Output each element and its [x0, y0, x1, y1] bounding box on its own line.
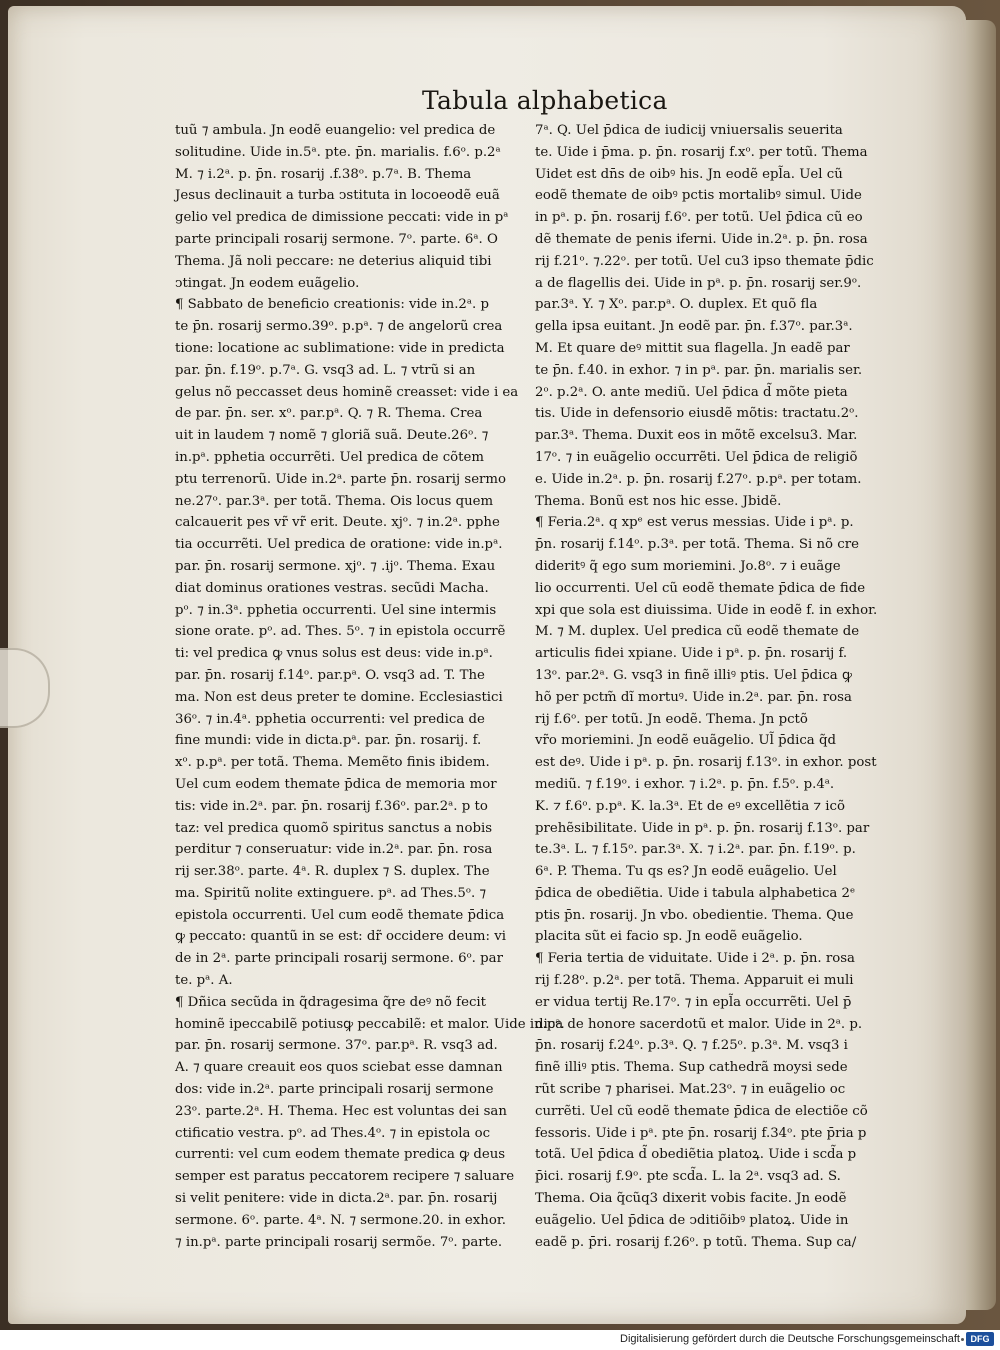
- text-line: xᵒ. p.pᵃ. per totã. Thema. Memẽto finis ibidem.: [175, 755, 490, 771]
- text-line: rij ser.38ᵒ. parte. 4ᵃ. R. duplex ⁊ S. duplex. The: [175, 864, 490, 880]
- text-line: a de flagellis dei. Uide in pᵃ. p. p̄n. rosarij ser.9ᵒ.: [535, 275, 862, 291]
- dfg-logo: DFG: [966, 1332, 994, 1346]
- text-line: par. p̄n. f.19ᵒ. p.7ᵃ. G. vsq3 ad. L. ⁊ vtrũ si an: [175, 362, 476, 378]
- text-line: solitudine. Uide in.5ᵃ. pte. p̄n. marialis. f.6ᵒ. p.2ᵃ: [175, 144, 501, 160]
- text-line: Thema. Bonũ est nos hic esse. Jbidẽ.: [535, 493, 782, 509]
- text-line: te. pᵃ. A.: [175, 973, 233, 989]
- text-line: 13ᵒ. par.2ᵃ. G. vsq3 in finẽ illiꝰ ptis. Uel p̄dica ꝙ: [535, 667, 852, 683]
- text-line: ꝙ peccato: quantũ in se est: dr̃ occidere deum: vi: [175, 929, 506, 945]
- text-line: xpi que sola est diuissima. Uide in eodẽ f. in exhor.: [535, 602, 878, 618]
- text-line: hominẽ ipeccabilẽ potiusꝙ peccabilẽ: et malor. Uide in.pᵃ.: [175, 1016, 565, 1032]
- text-line: te p̄n. f.40. in exhor. ⁊ in pᵃ. par. p̄n. marialis ser.: [535, 362, 863, 378]
- text-line: p̄n. rosarij f.14ᵒ. p.3ᵃ. per totã. Thema. Si nõ cre: [535, 537, 859, 553]
- text-line: parte principali rosarij sermone. 7ᵒ. parte. 6ᵃ. O: [175, 231, 498, 247]
- text-line: te p̄n. rosarij sermo.39ᵒ. p.pᵃ. ⁊ de angelorũ crea: [175, 319, 503, 335]
- text-line: e. Uide in.2ᵃ. p. p̄n. rosarij f.27ᵒ. p.pᵃ. per totam.: [535, 471, 862, 487]
- text-line: Uel cum eodem themate p̄dica de memoria mor: [175, 776, 497, 792]
- text-line: ctificatio vestra. pᵒ. ad Thes.4ᵒ. ⁊ in epistola oc: [175, 1125, 491, 1141]
- text-line: Uidet est dn̄s de oibꝰ his. Jn eodẽ epl̃a. Uel cũ: [535, 166, 843, 182]
- text-line: fine mundi: vide in dicta.pᵃ. par. p̄n. rosarij. f.: [175, 733, 482, 749]
- text-line: p̄dica de obediẽtia. Uide i tabula alphabetica 2ᵉ: [535, 885, 856, 901]
- text-line: tis. Uide in defensorio eiusdẽ mõtis: tractatu.2ᵒ.: [535, 406, 859, 422]
- text-line: currenti: vel cum eodem themate predica ꝙ deus: [175, 1147, 506, 1163]
- text-line: tione: locatione ac sublimatione: vide in predicta: [175, 340, 505, 356]
- text-line: ma. Non est deus preter te domine. Ecclesiastici: [175, 689, 503, 705]
- text-line: 2ᵒ. p.2ᵃ. O. ante mediũ. Uel p̄dica d̃ mõte pieta: [535, 384, 848, 400]
- text-line: par. p̄n. rosarij sermone. 37ᵒ. par.pᵃ. R. vsq3 ad.: [175, 1038, 498, 1054]
- text-line: rij f.6ᵒ. per totũ. Jn eodẽ. Thema. Jn pctõ: [535, 711, 808, 727]
- text-line: ptu terrenorũ. Uide in.2ᵃ. parte p̄n. rosarij sermo: [175, 471, 507, 487]
- text-line: er vidua tertij Re.17ᵒ. ⁊ in epl̃a occurrẽti. Uel p̄: [535, 994, 852, 1010]
- text-line: gella ipsa euitant. Jn eodẽ par. p̄n. f.37ᵒ. par.3ᵃ.: [535, 319, 853, 335]
- footer-separator-dot: [961, 1338, 964, 1341]
- text-line: Thema. Oia q̃cũq3 dixerit vobis facite. Jn eodẽ: [535, 1191, 847, 1207]
- text-line: semper est paratus peccatorem recipere ⁊ saluare: [175, 1169, 515, 1185]
- text-line: totã. Uel p̄dica d̃ obediẽtia platoꝝ. Uide i scd̃a p: [535, 1147, 857, 1163]
- text-line: par. p̄n. rosarij sermone. xjᵒ. ⁊ .ijᵒ. Thema. Exau: [175, 558, 496, 574]
- text-line: eodẽ themate de oibꝰ pctis mortalibꝰ simul. Uide: [535, 188, 862, 204]
- text-line: dẽ themate de penis iferni. Uide in.2ᵃ. p. p̄n. rosa: [535, 231, 868, 247]
- text-line: ¶ Dñica secũda in q̃dragesima q̃re deꝰ nõ fecit: [175, 994, 486, 1010]
- text-line: 6ᵃ. P. Thema. Tu qs es? Jn eodẽ euãgelio. Uel: [535, 864, 837, 880]
- text-line: tuũ ⁊ ambula. Jn eodẽ euangelio: vel predica de: [175, 123, 496, 138]
- text-line: 36ᵒ. ⁊ in.4ᵃ. pphetia occurrenti: vel predica de: [175, 711, 485, 727]
- text-line: fessoris. Uide i pᵃ. pte p̄n. rosarij f.34ᵒ. pte p̄ria p: [535, 1125, 867, 1141]
- text-line: in pᵃ. p. p̄n. rosarij f.6ᵒ. per totũ. Uel p̄dica cũ eo: [535, 210, 863, 226]
- text-line: gelio vel predica de dimissione peccati: vide in pᵃ: [175, 210, 509, 226]
- text-line: perditur ⁊ conseruatur: vide in.2ᵃ. par. p̄n. rosa: [175, 842, 493, 858]
- text-line: dica de honore sacerdotũ et malor. Uide in 2ᵃ. p.: [535, 1016, 863, 1032]
- text-line: K. ⁊ f.6ᵒ. p.pᵃ. K. la.3ᵃ. Et de eꝰ excellẽtia ⁊ icõ: [535, 798, 846, 814]
- text-line: calcauerit pes vr̃ vr̃ erit. Deute. xjᵒ. ⁊ in.2ᵃ. pphe: [175, 515, 500, 531]
- text-line: M. ⁊ i.2ᵃ. p. p̄n. rosarij .f.38ᵒ. p.7ᵃ. B. Thema: [175, 166, 472, 182]
- text-line: gelus nõ peccasset deus hominẽ creasset: vide i ea: [175, 384, 519, 400]
- text-line: Jesus declinauit a turba ↄstituta in locoeodẽ euã: [175, 188, 500, 204]
- text-line: p̄ici. rosarij f.9ᵒ. pte scd̃a. L. la 2ᵃ. vsq3 ad. S.: [535, 1169, 841, 1185]
- text-line: ma. Spiritũ nolite extinguere. pᵃ. ad Thes.5ᵒ. ⁊: [175, 885, 487, 901]
- text-line: ⁊ in.pᵃ. parte principali rosarij sermõe. 7ᵒ. parte.: [175, 1234, 503, 1250]
- text-line: eadẽ p. p̄ri. rosarij f.26ᵒ. p totũ. Thema. Sup ca/: [535, 1234, 857, 1250]
- text-line: est deꝰ. Uide i pᵃ. p. p̄n. rosarij f.13ᵒ. in exhor. post: [535, 755, 877, 771]
- text-line: taz: vel predica quomõ spiritus sanctus a nobis: [175, 820, 493, 836]
- text-line: te. Uide i p̄ma. p. p̄n. rosarij f.xᵒ. per totũ. Thema: [535, 144, 868, 160]
- text-line: ¶ Sabbato de beneficio creationis: vide in.2ᵃ. p: [175, 297, 489, 313]
- text-line: p̄n. rosarij f.24ᵒ. p.3ᵃ. Q. ⁊ f.25ᵒ. p.3ᵃ. M. vsq3 i: [535, 1038, 848, 1054]
- text-line: tia occurrẽti. Uel predica de oratione: vide in.pᵃ.: [175, 537, 503, 553]
- text-line: pᵒ. ⁊ in.3ᵃ. pphetia occurrenti. Uel sine intermis: [175, 602, 497, 618]
- footer-bar: [0, 1330, 1000, 1350]
- text-line: ptis p̄n. rosarij. Jn vbo. obedientie. Thema. Que: [535, 907, 854, 923]
- text-line: de in 2ᵃ. parte principali rosarij sermone. 6ᵒ. par: [175, 951, 503, 967]
- text-line: ¶ Feria tertia de viduitate. Uide i 2ᵃ. p. p̄n. rosa: [535, 951, 855, 967]
- text-line: 7ᵃ. Q. Uel p̄dica de iudicij vniuersalis seuerita: [535, 123, 843, 138]
- text-line: ne.27ᵒ. par.3ᵃ. per totã. Thema. Ois locus quem: [175, 493, 494, 509]
- text-line: dos: vide in.2ᵃ. parte principali rosarij sermone: [175, 1082, 494, 1098]
- text-line: epistola occurrenti. Uel cum eodẽ themate p̄dica: [175, 907, 505, 923]
- text-line: in.pᵃ. pphetia occurrẽti. Uel predica de cõtem: [175, 449, 484, 465]
- text-line: M. Et quare deꝰ mittit sua flagella. Jn eadẽ par: [535, 340, 850, 356]
- text-line: prehẽsibilitate. Uide in pᵃ. p. p̄n. rosarij f.13ᵒ. par: [535, 820, 870, 836]
- footer-credit: Digitalisierung gefördert durch die Deutsche Forschungsgemeinschaft: [620, 1333, 960, 1345]
- text-line: mediũ. ⁊ f.19ᵒ. i exhor. ⁊ i.2ᵃ. p. p̄n. f.5ᵒ. p.4ᵃ.: [535, 776, 835, 792]
- text-line: 23ᵒ. parte.2ᵃ. H. Thema. Hec est voluntas dei san: [175, 1103, 507, 1119]
- text-line: hõ per pctm̃ dĩ mortuꝰ. Uide in.2ᵃ. par. p̄n. rosa: [535, 689, 852, 705]
- running-head: Tabula alphabetica: [422, 86, 668, 115]
- text-line: par.3ᵃ. Thema. Duxit eos in mõtẽ excelsu3. Mar.: [535, 428, 858, 444]
- text-line: vr̃o moriemini. Jn eodẽ euãgelio. Ul̃ p̄dica q̃d: [535, 733, 836, 749]
- text-line: sermone. 6ᵒ. parte. 4ᵃ. N. ⁊ sermone.20. in exhor.: [175, 1212, 506, 1228]
- text-line: rũt scribe ⁊ pharisei. Mat.23ᵒ. ⁊ in euãgelio oc: [535, 1082, 846, 1098]
- text-line: par. p̄n. rosarij f.14ᵒ. par.pᵃ. O. vsq3 ad. T. The: [175, 667, 485, 683]
- text-line: articulis fidei xpiane. Uide i pᵃ. p. p̄n. rosarij f.: [535, 646, 848, 662]
- text-line: Thema. Jã noli peccare: ne deterius aliquid tibi: [175, 253, 492, 269]
- text-line: par.3ᵃ. Y. ⁊ Xᵒ. par.pᵃ. O. duplex. Et quõ fla: [535, 297, 818, 313]
- text-line: ↄtingat. Jn eodem euãgelio.: [175, 275, 360, 291]
- text-line: placita sũt ei facio sp. Jn eodẽ euãgelio.: [535, 929, 803, 945]
- text-line: 17ᵒ. ⁊ in euãgelio occurrẽti. Uel p̄dica de religiõ: [535, 449, 858, 465]
- right-text-column: [535, 120, 880, 1253]
- text-line: M. ⁊ M. duplex. Uel predica cũ eodẽ themate de: [535, 624, 860, 640]
- text-line: diat dominus orationes vestras. secũdi Macha.: [175, 580, 489, 596]
- text-line: A. ⁊ quare creauit eos quos sciebat esse damnan: [175, 1060, 503, 1076]
- text-line: de par. p̄n. ser. xᵒ. par.pᵃ. Q. ⁊ R. Thema. Crea: [175, 406, 483, 422]
- left-text-column: [175, 120, 565, 1253]
- text-line: rij f.28ᵒ. p.2ᵃ. per totã. Thema. Apparuit ei muli: [535, 973, 854, 989]
- text-line: euãgelio. Uel p̄dica de ↄditiõibꝰ platoꝝ. Uide in: [535, 1212, 849, 1228]
- text-line: tis: vide in.2ᵃ. par. p̄n. rosarij f.36ᵒ. par.2ᵃ. p to: [175, 798, 488, 814]
- text-line: ¶ Feria.2ᵃ. q xpᵉ est verus messias. Uide i pᵃ. p.: [535, 515, 854, 531]
- text-line: ti: vel predica ꝙ vnus solus est deus: vide in.pᵃ.: [175, 646, 493, 662]
- text-line: finẽ illiꝰ ptis. Thema. Sup cathedrã moysi sede: [535, 1060, 848, 1076]
- text-line: dideritꝰ q̃ ego sum moriemini. Jo.8ᵒ. ⁊ i euãge: [535, 558, 841, 574]
- text-line: si velit penitere: vide in dicta.2ᵃ. par. p̄n. rosarij: [175, 1191, 498, 1207]
- text-line: currẽti. Uel cũ eodẽ themate p̄dica de electiõe cõ: [535, 1103, 868, 1119]
- text-line: uit in laudem ⁊ nomẽ ⁊ gloriã suã. Deute.26ᵒ. ⁊: [175, 428, 489, 444]
- text-line: rij f.21ᵒ. ⁊.22ᵒ. per totũ. Uel cu3 ipso themate p̄dic: [535, 253, 874, 269]
- text-line: sione orate. pᵒ. ad. Thes. 5ᵒ. ⁊ in epistola occurrẽ: [175, 624, 506, 640]
- text-line: lio occurrenti. Uel cũ eodẽ themate p̄dica de fide: [535, 580, 866, 596]
- text-line: te.3ᵃ. L. ⁊ f.15ᵒ. par.3ᵃ. X. ⁊ i.2ᵃ. par. p̄n. f.19ᵒ. p.: [535, 842, 856, 858]
